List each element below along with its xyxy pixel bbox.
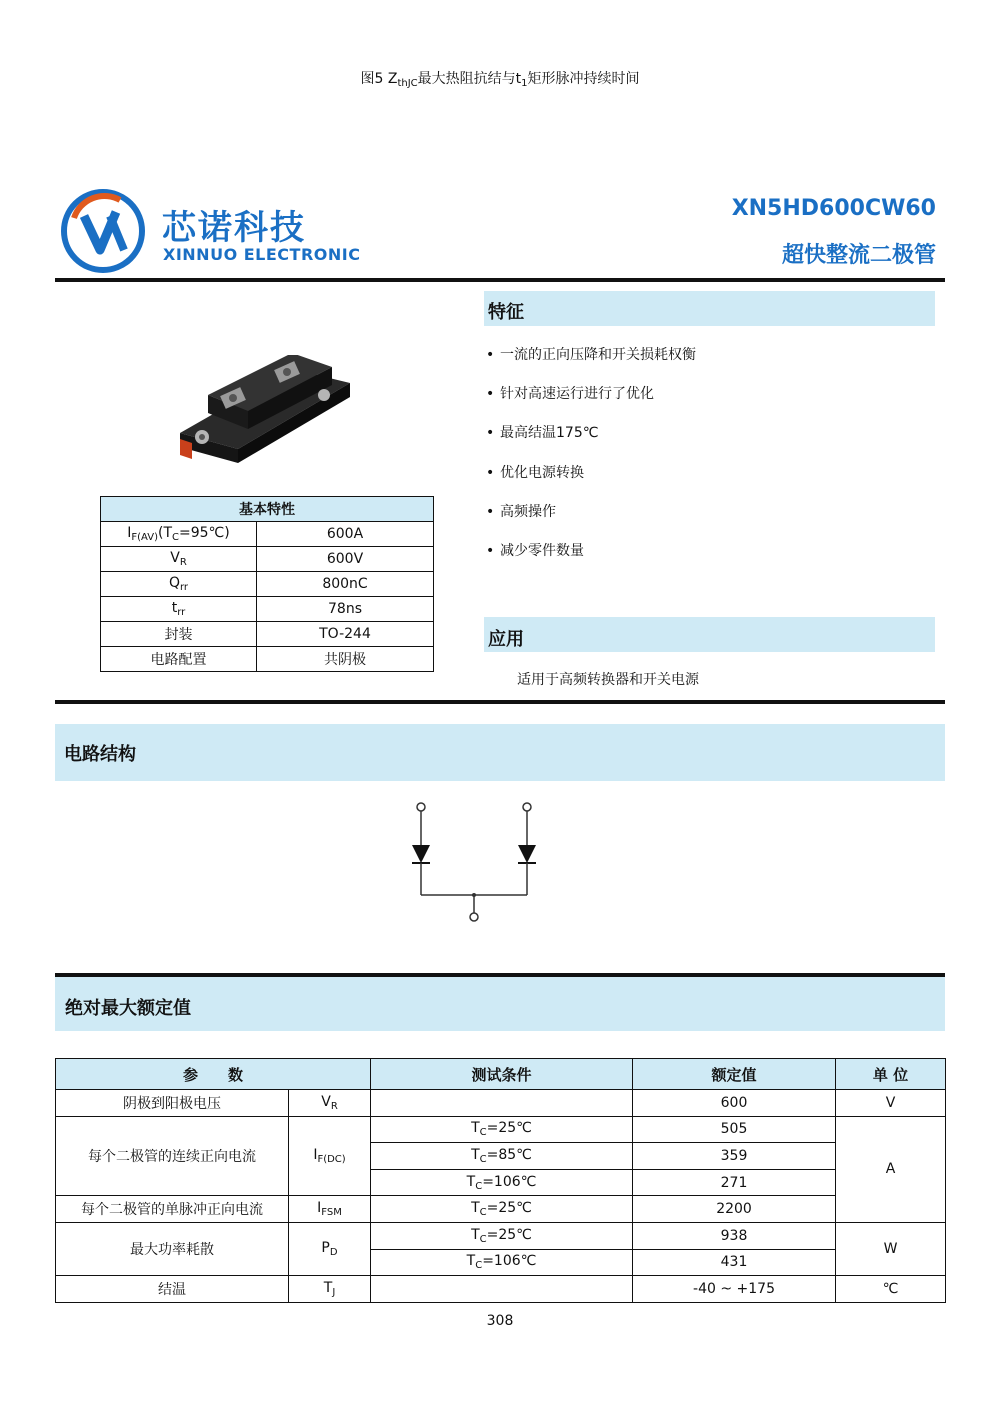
logo-icon: [60, 188, 146, 274]
ratings-title: 绝对最大额定值: [65, 998, 191, 1019]
circuit-title: 电路结构: [64, 744, 136, 765]
table-cell: $I_{F(DC)}$: [289, 1116, 371, 1196]
table-cell: TO-244: [257, 622, 434, 647]
circuit-diagram: [400, 795, 550, 930]
table-cell: $T_C=25℃$: [371, 1196, 633, 1223]
part-number: XN5HD600CW60: [731, 196, 936, 221]
table-cell: $T_C=25℃$: [371, 1116, 633, 1143]
table-cell: 800nC: [257, 572, 434, 597]
features-band: [484, 291, 935, 326]
page-number: 308: [486, 1313, 514, 1329]
table-row: [56, 1276, 946, 1303]
brand-name-cn: 芯诺科技: [162, 208, 306, 248]
table-cell: $T_C=106℃$: [371, 1169, 633, 1196]
table-cell: 每个二极管的单脉冲正向电流: [56, 1196, 289, 1223]
header-condition: 测试条件: [371, 1059, 633, 1090]
section-divider: [55, 700, 945, 704]
circuit-band: [55, 724, 945, 781]
table-row: [101, 622, 434, 647]
table-cell: 2200: [633, 1196, 836, 1223]
list-item: • 高频操作: [486, 503, 556, 520]
bullet-icon: •: [486, 425, 495, 442]
table-cell: 431: [633, 1249, 836, 1276]
table-cell: 505: [633, 1116, 836, 1143]
table-cell: 共阴极: [257, 647, 434, 672]
table-row: [101, 597, 434, 622]
brand-name-en: XINNUO ELECTRONIC: [163, 245, 361, 264]
table-cell: 每个二极管的连续正向电流: [56, 1116, 289, 1196]
application-title: 应用: [488, 629, 524, 650]
table-header-row: [56, 1059, 946, 1090]
table-cell: $I_{F(AV)}(T_C=95℃)$: [101, 522, 257, 547]
bullet-icon: •: [486, 542, 495, 559]
basic-table-title: 基本特性: [101, 497, 434, 522]
table-cell: $Q_{rr}$: [101, 572, 257, 597]
table-cell: $V_R$: [101, 547, 257, 572]
table-cell: $t_{rr}$: [101, 597, 257, 622]
table-row: [101, 647, 434, 672]
table-cell: $P_D$: [289, 1222, 371, 1275]
table-cell: 600V: [257, 547, 434, 572]
table-cell: 600A: [257, 522, 434, 547]
table-cell: 阴极到阳极电压: [56, 1090, 289, 1117]
header-param: 参 数: [56, 1059, 371, 1090]
table-row: [101, 572, 434, 597]
application-text: 适用于高频转换器和开关电源: [517, 672, 699, 688]
table-cell: 电路配置: [101, 647, 257, 672]
list-item: • 一流的正向压降和开关损耗权衡: [486, 347, 696, 363]
table-cell: V: [836, 1090, 946, 1117]
table-cell: -40 ~ +175: [633, 1276, 836, 1303]
part-description: 超快整流二极管: [781, 243, 936, 268]
table-row: [56, 1116, 946, 1143]
bullet-icon: •: [486, 386, 495, 403]
table-cell: $T_C=25℃$: [371, 1222, 633, 1249]
table-cell: $T_C=106℃$: [371, 1249, 633, 1276]
table-cell: 结温: [56, 1276, 289, 1303]
table-cell: $T_C=85℃$: [371, 1143, 633, 1170]
figure-caption: 图5 $Z_{thJC}$最大热阻抗结与$t_1$矩形脉冲持续时间: [360, 71, 640, 89]
table-cell: 最大功率耗散: [56, 1222, 289, 1275]
table-cell: ℃: [836, 1276, 946, 1303]
table-cell: 600: [633, 1090, 836, 1117]
table-row: [101, 522, 434, 547]
table-cell: 359: [633, 1143, 836, 1170]
table-cell: [371, 1090, 633, 1117]
header-value: 额定值: [633, 1059, 836, 1090]
ratings-table: [55, 1058, 946, 1303]
table-cell: 封装: [101, 622, 257, 647]
product-image: [172, 355, 352, 465]
table-cell: $I_{FSM}$: [289, 1196, 371, 1223]
list-item: • 减少零件数量: [486, 542, 584, 559]
list-item: • 优化电源转换: [486, 464, 584, 481]
table-cell: W: [836, 1222, 946, 1275]
features-list: [486, 345, 696, 580]
bullet-icon: •: [486, 464, 495, 481]
bullet-icon: •: [486, 347, 495, 363]
table-row: [56, 1090, 946, 1117]
table-row: [101, 547, 434, 572]
header-unit: 单 位: [836, 1059, 946, 1090]
table-row: [56, 1222, 946, 1249]
table-cell: 938: [633, 1222, 836, 1249]
header-divider: [55, 278, 945, 282]
table-cell: [371, 1276, 633, 1303]
basic-characteristics-table: [100, 496, 434, 672]
table-cell: $V_R$: [289, 1090, 371, 1117]
table-row: [56, 1196, 946, 1223]
application-band: [484, 617, 935, 652]
table-cell: 271: [633, 1169, 836, 1196]
table-cell: $T_J$: [289, 1276, 371, 1303]
list-item: • 针对高速运行进行了优化: [486, 386, 654, 403]
table-cell: A: [836, 1116, 946, 1222]
list-item: • 最高结温175℃: [486, 425, 599, 442]
bullet-icon: •: [486, 503, 495, 520]
table-cell: 78ns: [257, 597, 434, 622]
features-title: 特征: [488, 302, 524, 323]
